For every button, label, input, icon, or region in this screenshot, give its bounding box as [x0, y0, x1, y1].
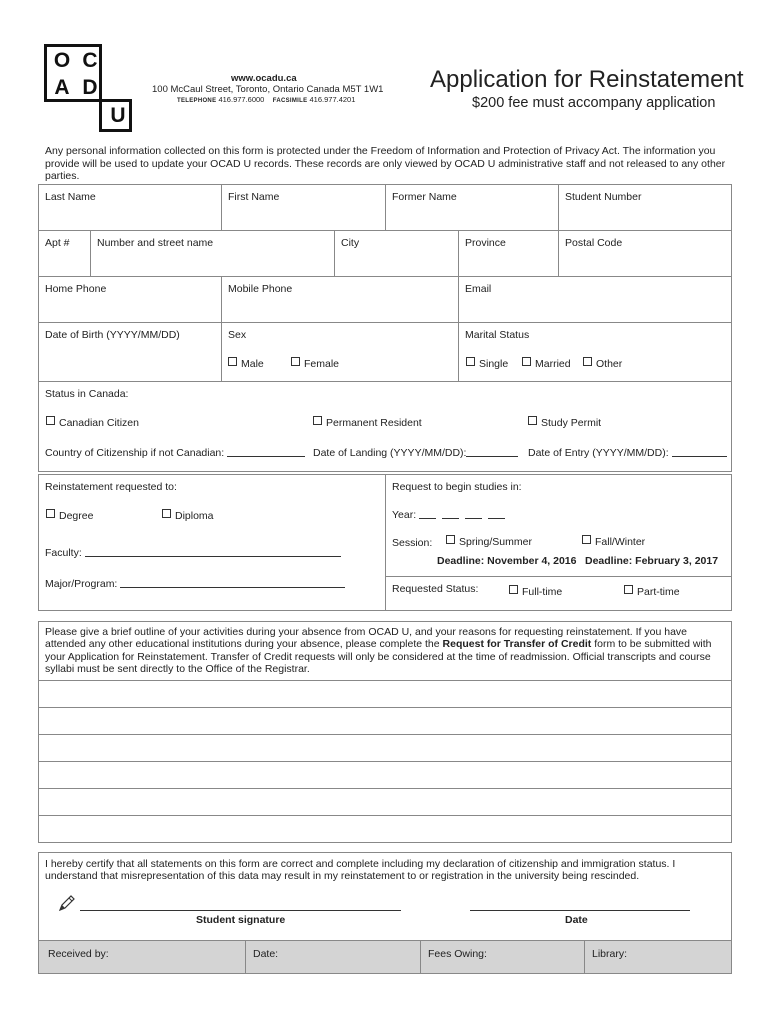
sex-male-option[interactable]: Male	[228, 357, 264, 370]
marital-single-option[interactable]: Single	[466, 357, 508, 370]
outline-line[interactable]	[38, 734, 732, 735]
library-field[interactable]: Library:	[592, 948, 628, 960]
student-number-field[interactable]: Student Number	[565, 191, 642, 203]
sex-female-option[interactable]: Female	[291, 357, 339, 370]
session-label: Session:	[392, 537, 433, 549]
year-field[interactable]: Year:	[392, 508, 505, 521]
checkbox-icon[interactable]	[466, 357, 475, 366]
date-of-landing-field[interactable]: Date of Landing (YYYY/MM/DD):	[313, 446, 518, 459]
checkbox-icon[interactable]	[522, 357, 531, 366]
logo-letter: A	[54, 76, 70, 99]
canadian-citizen-option[interactable]: Canadian Citizen	[46, 416, 139, 429]
signature-date-label: Date	[565, 914, 588, 926]
fall-winter-option[interactable]: Fall/Winter	[582, 535, 645, 548]
deadline-spring: Deadline: November 4, 2016	[437, 555, 577, 567]
status-in-canada-label: Status in Canada:	[45, 388, 129, 400]
major-program-field[interactable]: Major/Program:	[45, 577, 345, 590]
checkbox-icon[interactable]	[624, 585, 633, 594]
date-of-entry-field[interactable]: Date of Entry (YYYY/MM/DD):	[528, 446, 727, 459]
fees-owing-field[interactable]: Fees Owing:	[428, 948, 487, 960]
logo-letter: D	[82, 76, 98, 99]
full-time-option[interactable]: Full-time	[509, 585, 562, 598]
faculty-field[interactable]: Faculty:	[45, 546, 341, 559]
logo-letter: O	[53, 49, 71, 72]
postal-code-field[interactable]: Postal Code	[565, 237, 623, 249]
privacy-notice: Any personal information collected on this form is protected under the Freedom of Information and Protection of Privacy Act. The information you provide will be used to update your OCAD U records. These records are only viewed by OCAD U administrative staff and not released to any other parties.	[45, 145, 726, 182]
first-name-field[interactable]: First Name	[228, 191, 280, 203]
degree-option[interactable]: Degree	[46, 509, 93, 522]
spring-summer-option[interactable]: Spring/Summer	[446, 535, 532, 548]
email-field[interactable]: Email	[465, 283, 492, 295]
fee-notice: $200 fee must accompany application	[472, 95, 716, 111]
requested-status-label: Requested Status:	[392, 583, 479, 595]
outline-line[interactable]	[38, 761, 732, 762]
permanent-resident-option[interactable]: Permanent Resident	[313, 416, 422, 429]
checkbox-icon[interactable]	[583, 357, 592, 366]
logo-letter: C	[82, 49, 98, 72]
received-by-field[interactable]: Received by:	[48, 948, 109, 960]
country-of-citizenship-field[interactable]: Country of Citizenship if not Canadian:	[45, 446, 305, 459]
outline-instructions: Please give a brief outline of your activities during your absence from OCAD U, and your reasons for requesting reinstatement. If you have attended any other educational institutions during your absence, please complete the Request for Transfer of Credit form to be submitted with your Application for Reinstatement. Transfer of Credit requests will only be considered at the time of readmission. Official transcripts and course syllabi must be sent directly to the Office of the Registrar.	[45, 626, 712, 675]
dob-field[interactable]: Date of Birth (YYYY/MM/DD)	[45, 329, 180, 341]
reinstatement-requested-label: Reinstatement requested to:	[45, 481, 177, 493]
province-field[interactable]: Province	[465, 237, 506, 249]
home-phone-field[interactable]: Home Phone	[45, 283, 107, 295]
checkbox-icon[interactable]	[313, 416, 322, 425]
former-name-field[interactable]: Former Name	[392, 191, 457, 203]
certification-text: I hereby certify that all statements on this form are correct and complete including my declaration of citizenship and immigration status. I understand that misrepresentation of this data may result in my reinstatement to or registration in the university being rescinded.	[45, 858, 676, 883]
logo-letter: U	[110, 104, 126, 127]
city-field[interactable]: City	[341, 237, 360, 249]
marital-married-option[interactable]: Married	[522, 357, 571, 370]
form-title: Application for Reinstatement	[430, 66, 744, 93]
date-line[interactable]	[470, 910, 690, 911]
marital-status-label: Marital Status	[465, 329, 530, 341]
last-name-field[interactable]: Last Name	[45, 191, 96, 203]
mobile-phone-field[interactable]: Mobile Phone	[228, 283, 293, 295]
street-field[interactable]: Number and street name	[97, 237, 214, 249]
checkbox-icon[interactable]	[528, 416, 537, 425]
website-url: www.ocadu.ca	[231, 73, 297, 84]
checkbox-icon[interactable]	[46, 416, 55, 425]
address: 100 McCaul Street, Toronto, Ontario Canada M5T 1W1	[152, 84, 384, 95]
outline-line[interactable]	[38, 788, 732, 789]
checkbox-icon[interactable]	[446, 535, 455, 544]
checkbox-icon[interactable]	[46, 509, 55, 518]
checkbox-icon[interactable]	[509, 585, 518, 594]
deadline-fall: Deadline: February 3, 2017	[585, 555, 719, 567]
outline-line[interactable]	[38, 815, 732, 816]
student-signature-label: Student signature	[196, 914, 286, 926]
part-time-option[interactable]: Part-time	[624, 585, 680, 598]
ocad-u-logo	[0, 0, 140, 140]
checkbox-icon[interactable]	[228, 357, 237, 366]
office-date-field[interactable]: Date:	[253, 948, 279, 960]
checkbox-icon[interactable]	[162, 509, 171, 518]
apt-field[interactable]: Apt #	[45, 237, 70, 249]
checkbox-icon[interactable]	[291, 357, 300, 366]
sex-label: Sex	[228, 329, 247, 341]
office-use-row	[38, 940, 732, 974]
pencil-icon	[57, 893, 77, 913]
begin-studies-label: Request to begin studies in:	[392, 481, 522, 493]
diploma-option[interactable]: Diploma	[162, 509, 214, 522]
contact-numbers: TELEPHONE 416.977.6000 FACSIMILE 416.977.4201	[177, 95, 356, 104]
marital-other-option[interactable]: Other	[583, 357, 622, 370]
signature-line[interactable]	[80, 910, 401, 911]
checkbox-icon[interactable]	[582, 535, 591, 544]
study-permit-option[interactable]: Study Permit	[528, 416, 601, 429]
outline-line[interactable]	[38, 707, 732, 708]
